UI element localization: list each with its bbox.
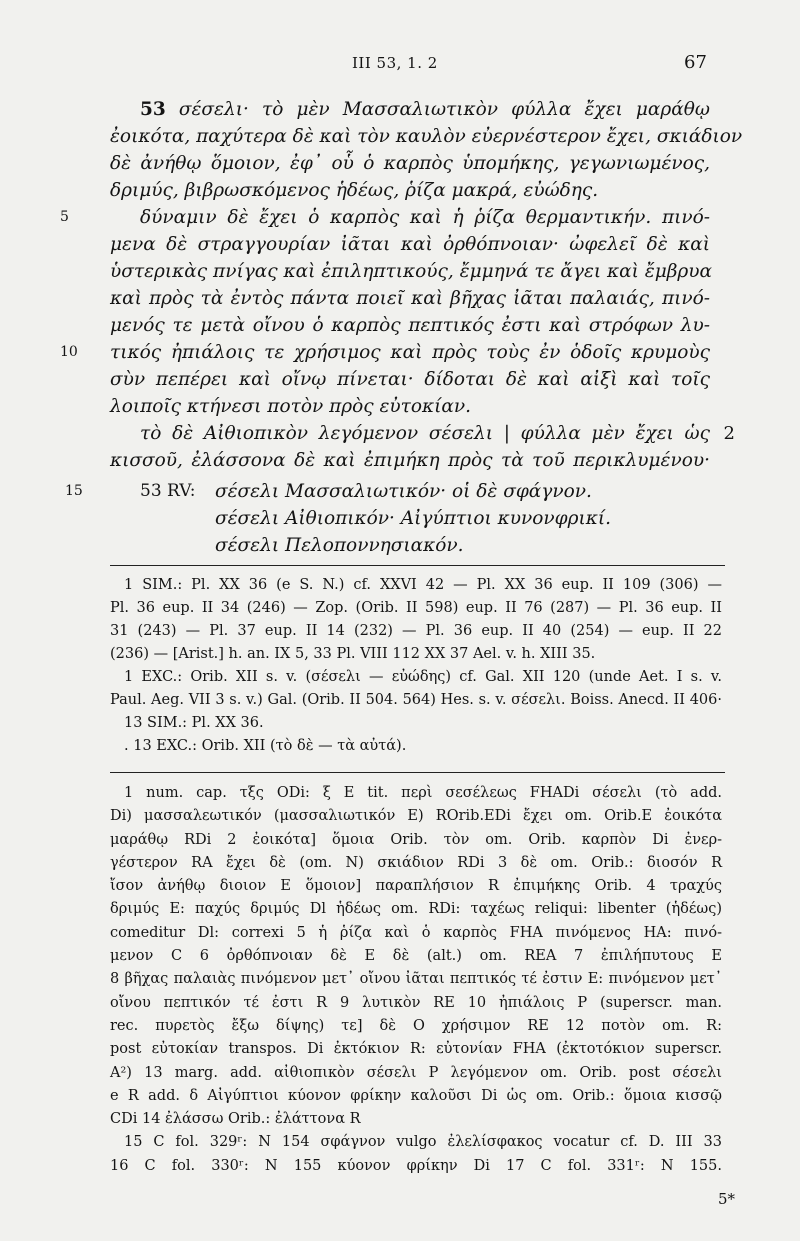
apparatus-line: 16 C fol. 330ʳ: N 155 κύονον φρίκην Di 17 C fol. 331ʳ: N 155. <box>110 1157 722 1174</box>
page-number: 67 <box>684 52 707 73</box>
line-number: 15 <box>65 483 83 499</box>
line-number: 10 <box>60 344 78 360</box>
rv-line-content: σέσελι Πελοποννησιακόν. <box>215 535 464 556</box>
apparatus-line: ἴσον ἀνήθῳ διοιον E ὅμοιον] παραπλήσιον R ἐπιμήκης Orib. 4 τραχύς <box>110 878 722 895</box>
text-line <box>110 258 713 285</box>
testimonia-line: Pl. 36 eup. II 34 (246) — Zop. (Orib. II 598) eup. II 76 (287) — Pl. 36 eup. II <box>110 600 722 616</box>
testimonia-line: Paul. Aeg. VII 3 s. v.) Gal. (Orib. II 504. 564) Hes. s. v. σέσελι. Boiss. Anecd. II 406· <box>110 692 722 708</box>
apparatus-line: 1 num. cap. τξς ODi: ξ E tit. περὶ σεσέλεως FHADi σέσελι (τὸ add. <box>124 785 722 801</box>
apparatus-line: Di) μασσαλεωτικόν (μασσαλιωτικόν E) ROrib.EDi ἔχει om. Orib.E ἐοικότα <box>110 808 722 825</box>
rv-label: 53 RV: <box>140 481 196 501</box>
line-number: 5 <box>60 209 69 225</box>
apparatus-line: post εὐτοκίαν transpos. Di ἐκτόκιον R: εὐτονίαν FHA (ἐκτοτόκιον superscr. <box>110 1041 722 1058</box>
testimonia-apparatus <box>110 574 722 758</box>
margin-note: 2 <box>723 423 735 444</box>
section-reference: III 53, 1. 2 <box>352 54 438 72</box>
text-line-content: ὑστερικὰς πνίγας καὶ ἐπιληπτικούς, ἔμμηνά τε ἄγει καὶ ἔμβρυα <box>110 261 713 282</box>
text-line <box>110 123 743 150</box>
text-line <box>110 312 710 339</box>
main-text <box>60 96 743 474</box>
apparatus-line: rec. πυρετὸς ἔξω δίψης) τε] δὲ O χρήσιμον RE 12 ποτὸν om. R: <box>110 1017 722 1034</box>
apparatus-line: 8 βῆχας παλαιὰς πινόμενον μετ᾽ οἴνου ἰᾶται πεπτικός τέ ἐστιν E: πινόμενον μετ᾽ <box>110 971 722 988</box>
text-line-content: σὺν πεπέρει καὶ οἴνῳ πίνεται· δίδοται δὲ καὶ αἰξὶ καὶ τοῖς <box>110 369 710 390</box>
testimonia-line: 31 (243) — Pl. 37 eup. II 14 (232) — Pl. 36 eup. II 40 (254) — eup. II 22 <box>110 623 722 639</box>
apparatus-line: μαράθῳ RDi 2 ἐοικότα] ὅμοια Orib. τὸν om. Orib. καρπὸν Di ἐνερ- <box>110 831 722 848</box>
text-line-content: λοιποῖς κτήνεσι ποτὸν πρὸς εὐτοκίαν. <box>110 396 472 417</box>
rv-line-content: σέσελι Αἰθιοπικόν· Αἰγύπτιοι κυνονφρικί. <box>215 508 611 529</box>
text-line <box>110 177 710 204</box>
rv-line <box>65 478 730 505</box>
testimonia-line: 1 SIM.: Pl. XX 36 (e S. N.) cf. XXVI 42 — Pl. XX 36 eup. II 109 (306) — <box>124 577 722 593</box>
text-line-content: ἐοικότα, παχύτερα δὲ καὶ τὸν καυλὸν εὐερνέστερον ἔχει, σκιάδιον <box>110 126 743 147</box>
apparatus-line: CDi 14 ἐλάσσω Orib.: ἐλάττονα R <box>110 1111 361 1128</box>
text-line-content: σέσελι· τὸ μὲν Μασσαλιωτικὸν φύλλα ἔχει μαράθῳ <box>178 99 710 120</box>
apparatus-line: γέστερον RA ἔχει δὲ (om. N) σκιάδιον RDi 3 δὲ om. Orib.: διοσόν R <box>110 854 722 871</box>
text-line-content: δριμύς, βιβρωσκόμενος ἡδέως, ῥίζα μακρά, εὐώδης. <box>110 180 599 201</box>
testimonia-line: 1 EXC.: Orib. XII s. v. (σέσελι — εὐώδης) cf. Gal. XII 120 (unde Aet. I s. v. <box>124 669 722 685</box>
testimonia-line: 13 SIM.: Pl. XX 36. <box>124 715 264 731</box>
apparatus-line: οἴνου πεπτικόν τέ ἐστι R 9 λυτικὸν RE 10 ἠπιάλοις P (superscr. man. <box>110 994 722 1011</box>
apparatus-line: A²) 13 marg. add. αἰθιοπικὸν σέσελι P λεγόμενον om. Orib. post σέσελι <box>110 1064 722 1081</box>
rv-line <box>110 505 730 532</box>
text-line <box>60 339 710 366</box>
text-line <box>110 285 710 312</box>
chapter-number: 53 <box>140 99 166 120</box>
text-line-content: κισσοῦ, ἐλάσσονα δὲ καὶ ἐπιμήκη πρὸς τὰ τοῦ περικλυμένου· <box>110 450 710 471</box>
text-line-content: μενός τε μετὰ οἴνου ὁ καρπὸς πεπτικός ἐστι καὶ στρόφων λυ- <box>110 315 710 336</box>
apparatus-line: 15 C fol. 329ʳ: N 154 σφάγνον vulgo ἐλελίσφακος vocatur cf. D. III 33 <box>124 1134 722 1151</box>
apparatus-line: μενον C 6 ὀρθόπνοιαν δὲ E δὲ (alt.) om. REA 7 ἐπιλήπυτους E <box>110 948 722 965</box>
text-line-content: δύναμιν δὲ ἔχει ὁ καρπὸς καὶ ἡ ῥίζα θερμαντικήν. πινό- <box>140 207 710 228</box>
apparatus-line: e R add. δ Αἰγύπτιοι κύονον φρίκην καλοῦσι Di ὡς om. Orib.: ὅμοια κισσῷ <box>110 1087 722 1104</box>
apparatus-line: δριμύς E: παχύς δριμύς Dl ἡδέως om. RDi: ταχέως reliqui: libenter (ἡδέως) <box>110 901 722 918</box>
rv-line <box>110 532 730 559</box>
text-line <box>110 393 710 420</box>
text-line-content: καὶ πρὸς τὰ ἐντὸς πάντα ποιεῖ καὶ βῆχας ἰᾶται παλαιάς, πινό- <box>110 288 710 309</box>
running-head <box>0 50 800 78</box>
text-line <box>110 231 710 258</box>
text-line <box>110 420 735 447</box>
text-line-content: τικός ἠπιάλοις τε χρήσιμος καὶ πρὸς τοὺς ἐν ὁδοῖς κρυμοὺς <box>110 342 710 363</box>
rv-block <box>65 478 730 559</box>
divider-rule <box>110 772 725 773</box>
rv-line-content: σέσελι Μασσαλιωτικόν· οἱ δὲ σφάγνον. <box>215 481 592 502</box>
text-line-content: τὸ δὲ Αἰθιοπικὸν λεγόμενον σέσελι | φύλλα μὲν ἔχει ὡς <box>140 423 710 444</box>
text-line <box>110 150 710 177</box>
apparatus-line: comeditur Dl: correxi 5 ἡ ῥίζα καὶ ὁ καρπὸς FHA πινόμενος HA: πινό- <box>110 924 722 941</box>
text-line <box>110 96 710 123</box>
text-line <box>110 447 710 474</box>
signature-mark: 5* <box>718 1190 736 1208</box>
text-line-content: μενα δὲ στραγγουρίαν ἰᾶται καὶ ὀρθόπνοιαν· ὠφελεῖ δὲ καὶ <box>110 234 710 255</box>
text-line <box>110 366 710 393</box>
testimonia-line: (236) — [Arist.] h. an. IX 5, 33 Pl. VIII 112 XX 37 Ael. v. h. XIII 35. <box>110 646 596 662</box>
text-line-content: δὲ ἀνήθῳ ὅμοιον, ἐφ᾽ οὗ ὁ καρπὸς ὑπομήκης, γεγωνιωμένος, <box>110 153 710 174</box>
critical-apparatus <box>110 782 722 1178</box>
testimonia-line: . 13 EXC.: Orib. XII (τὸ δὲ — τὰ αὐτά). <box>124 738 407 754</box>
text-line <box>60 204 710 231</box>
divider-rule <box>110 565 725 566</box>
